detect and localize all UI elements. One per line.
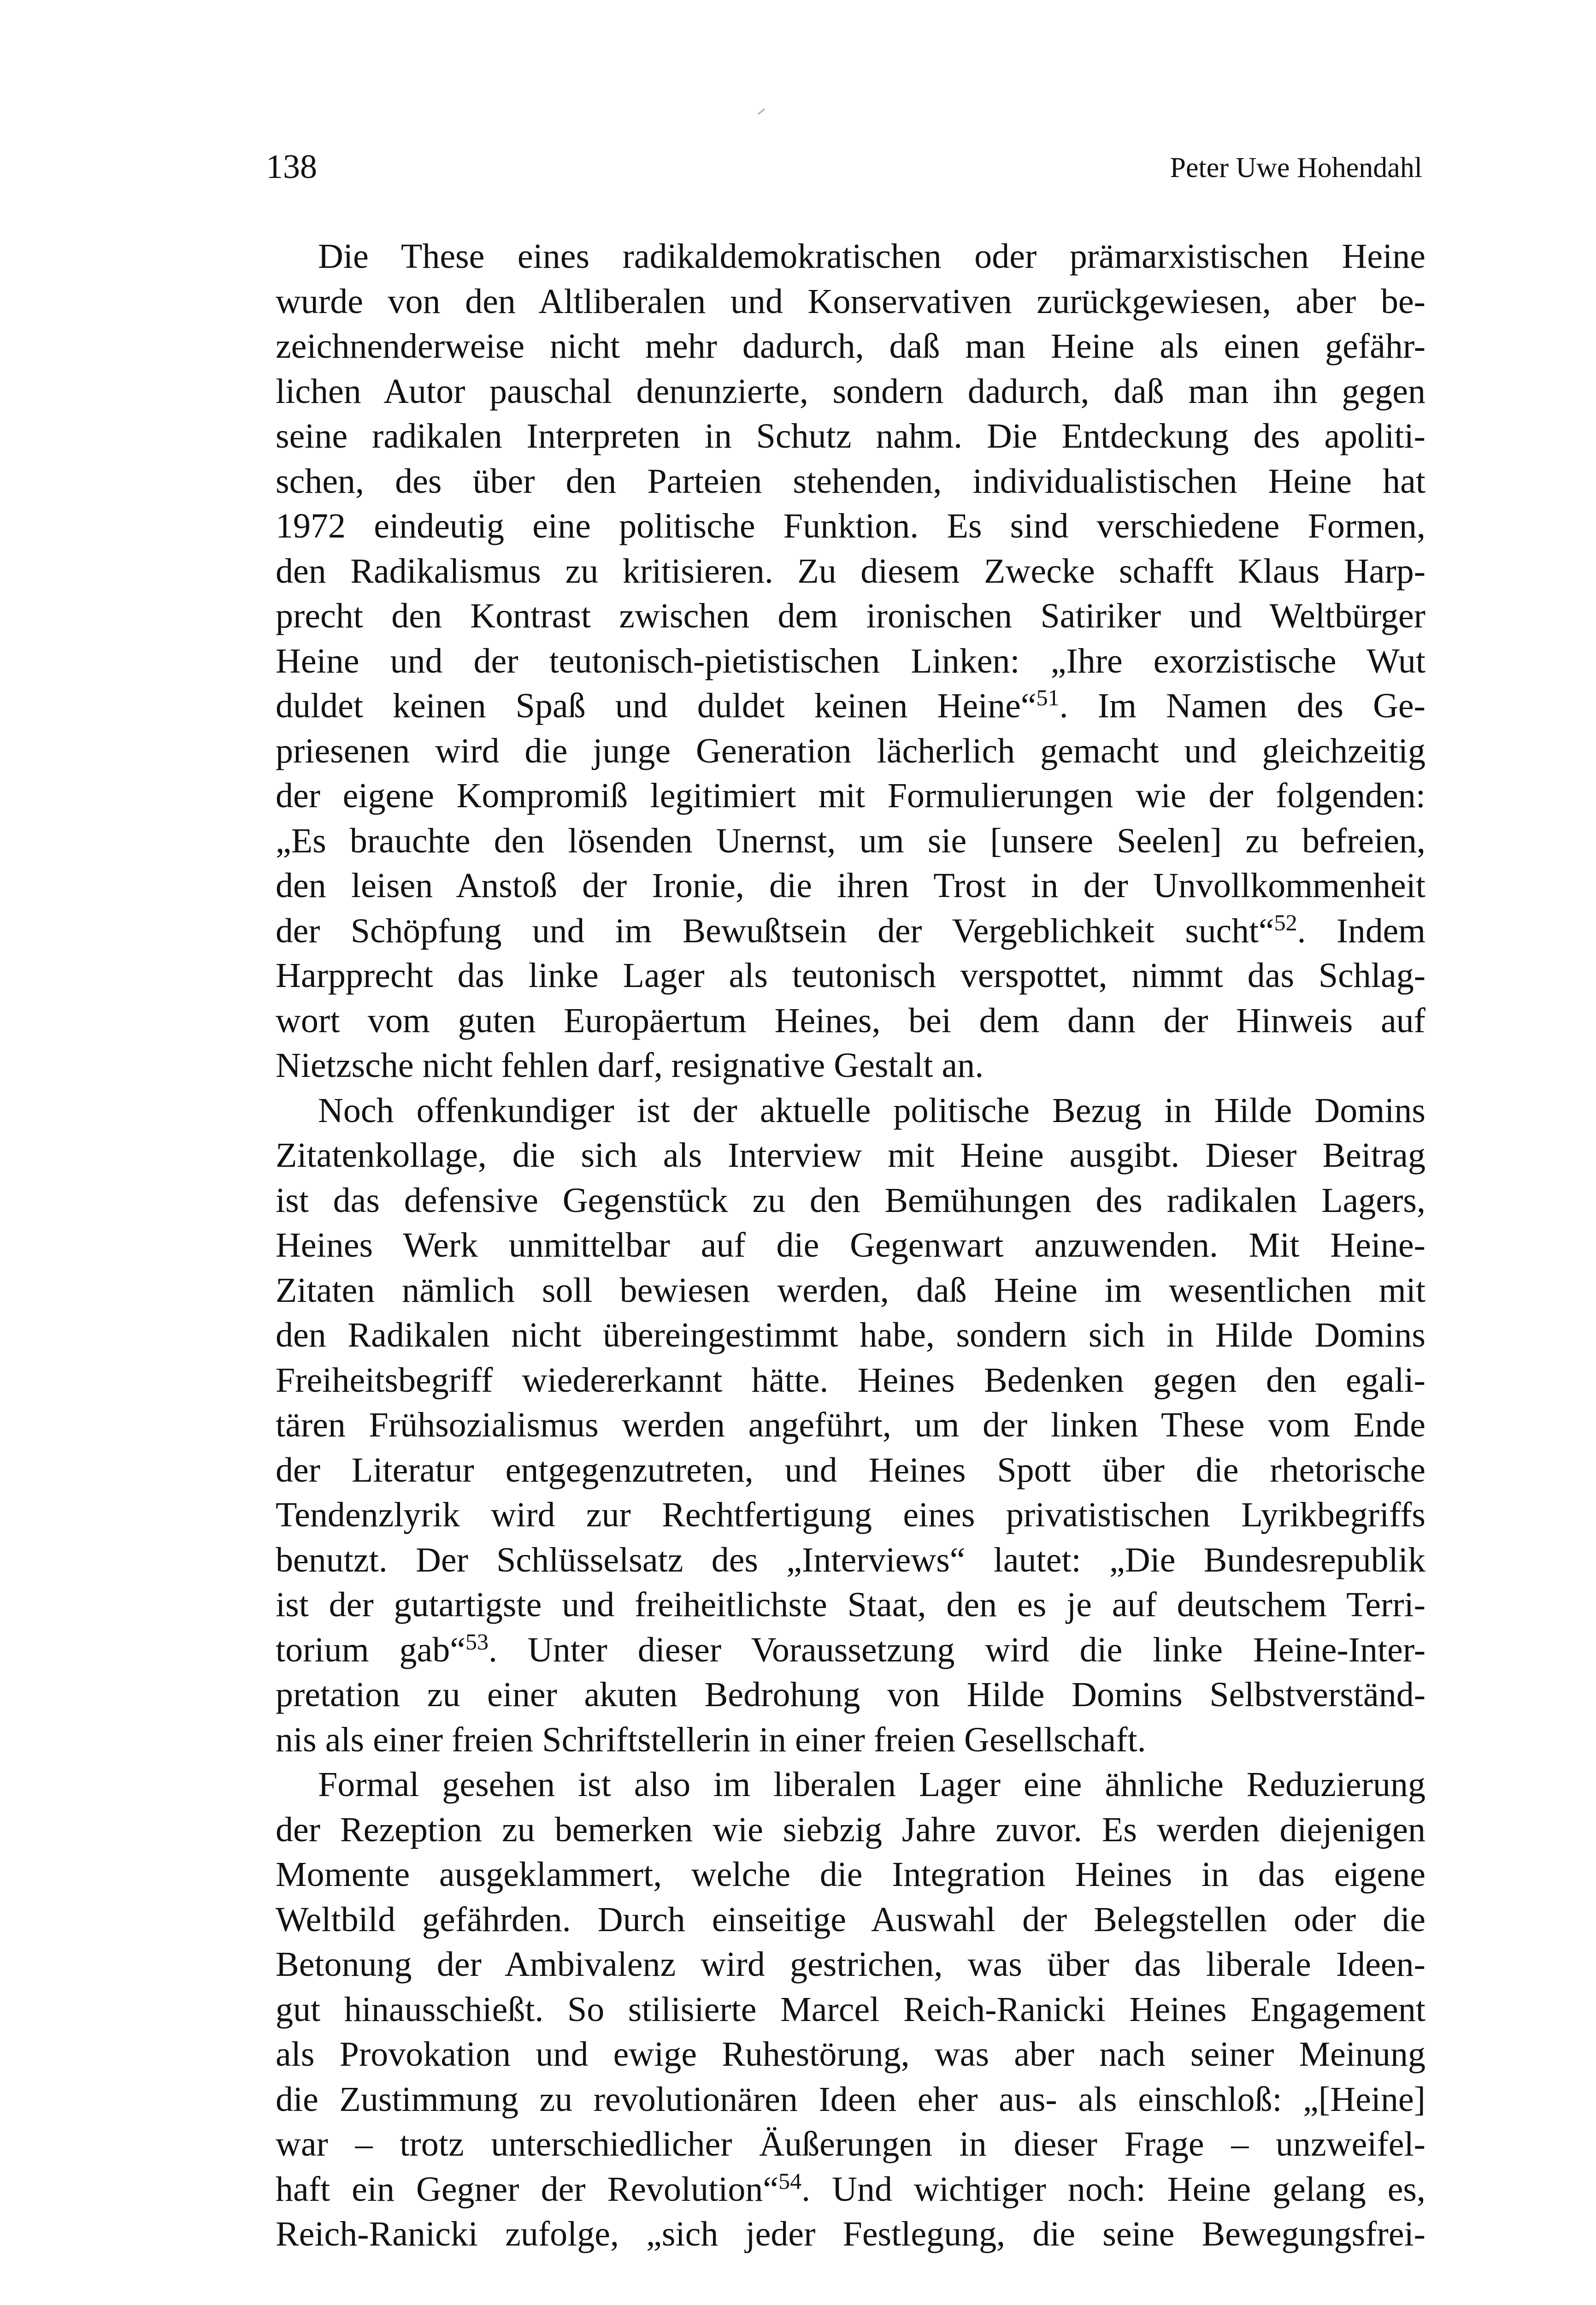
text-line: benutzt. Der Schlüsselsatz des „Interviews“ lautet: „Die Bundesrepublik	[276, 1540, 1425, 1579]
text-line: als Provokation und ewige Ruhestörung, was aber nach seiner Meinung	[276, 2035, 1425, 2074]
text-line: ist das defensive Gegenstück zu den Bemühungen des radikalen Lagers,	[276, 1181, 1425, 1220]
text-line	[276, 684, 1425, 729]
text-line: Weltbild gefährden. Durch einseitige Auswahl der Belegstellen oder die	[276, 1900, 1425, 1939]
paragraph	[276, 1088, 1425, 1763]
page-number: 138	[266, 148, 317, 186]
text-line: wurde von den Altliberalen und Konservativen zurückgewiesen, aber be-	[276, 282, 1425, 321]
text-segment: duldet keinen Spaß und duldet keinen Heine“	[276, 686, 1037, 725]
text-line: lichen Autor pauschal denunzierte, sondern dadurch, daß man ihn gegen	[276, 372, 1425, 411]
text-line: den Radikalismus zu kritisieren. Zu diesem Zwecke schafft Klaus Harp-	[276, 551, 1425, 591]
text-line: Tendenzlyrik wird zur Rechtfertigung eines privatistischen Lyrikbegriffs	[276, 1495, 1425, 1534]
text-line: Noch offenkundiger ist der aktuelle politische Bezug in Hilde Domins	[318, 1091, 1425, 1130]
footnote-marker: 51	[1036, 685, 1060, 710]
text-segment: . Und wichtiger noch: Heine gelang es,	[801, 2169, 1425, 2209]
text-line: priesenen wird die junge Generation lächerlich gemacht und gleichzeitig	[276, 731, 1425, 770]
text-line: ist der gutartigste und freiheitlichste Staat, den es je auf deutschem Terri-	[276, 1585, 1425, 1624]
text-line: gut hinausschießt. So stilisierte Marcel Reich-Ranicki Heines Engagement	[276, 1990, 1425, 2029]
text-line: nis als einer freien Schriftstellerin in einer freien Gesellschaft.	[276, 1720, 1146, 1759]
text-line: Momente ausgeklammert, welche die Integration Heines in das eigene	[276, 1855, 1425, 1894]
text-line: zeichnenderweise nicht mehr dadurch, daß man Heine als einen gefähr-	[276, 327, 1425, 366]
running-head: Peter Uwe Hohendahl	[1170, 152, 1422, 183]
text-line: Formal gesehen ist also im liberalen Lager eine ähnliche Reduzierung	[318, 1765, 1425, 1804]
text-line: tären Frühsozialismus werden angeführt, um der linken These vom Ende	[276, 1406, 1425, 1444]
text-line: den Radikalen nicht übereingestimmt habe, sondern sich in Hilde Domins	[276, 1316, 1425, 1354]
paragraph	[276, 234, 1425, 1088]
text-line: war – trotz unterschiedlicher Äußerungen in dieser Frage – unzweifel-	[276, 2125, 1425, 2163]
text-line: wort vom guten Europäertum Heines, bei dem dann der Hinweis auf	[276, 1001, 1425, 1040]
text-line: pretation zu einer akuten Bedrohung von Hilde Domins Selbstverständ-	[276, 1675, 1425, 1714]
text-line: der Rezeption zu bemerken wie siebzig Jahre zuvor. Es werden diejenigen	[276, 1810, 1425, 1849]
text-line: precht den Kontrast zwischen dem ironischen Satiriker und Weltbürger	[276, 597, 1425, 635]
text-line: „Es brauchte den lösenden Unernst, um sie [unsere Seelen] zu befreien,	[276, 821, 1425, 860]
text-line: Zitatenkollage, die sich als Interview mit Heine ausgibt. Dieser Beitrag	[276, 1136, 1425, 1175]
paragraph	[276, 1762, 1425, 2257]
footnote-marker: 53	[465, 1628, 489, 1655]
text-line: den leisen Anstoß der Ironie, die ihren Trost in der Unvollkommenheit	[276, 866, 1425, 905]
scan-mark	[758, 108, 765, 115]
text-segment: torium gab“	[276, 1630, 465, 1669]
text-line: 1972 eindeutig eine politische Funktion. Es sind verschiedene Formen,	[276, 507, 1425, 545]
text-segment: haft ein Gegner der Revolution“	[276, 2169, 779, 2209]
text-segment: . Unter dieser Voraussetzung wird die linke Heine-Inter-	[488, 1630, 1425, 1669]
text-line: Betonung der Ambivalenz wird gestrichen, was über das liberale Ideen-	[276, 1945, 1425, 1984]
footnote-marker: 52	[1274, 909, 1297, 935]
text-segment: . Indem	[1297, 911, 1426, 950]
footnote-marker: 54	[778, 2168, 802, 2194]
text-segment: . Im Namen des Ge-	[1059, 686, 1425, 725]
text-segment: der Schöpfung und im Bewußtsein der Vergeblichkeit sucht“	[276, 911, 1274, 950]
text-line: Reich-Ranicki zufolge, „sich jeder Festlegung, die seine Bewegungsfrei-	[276, 2215, 1425, 2253]
text-line: Heine und der teutonisch-pietistischen Linken: „Ihre exorzistische Wut	[276, 641, 1425, 680]
text-line: der Literatur entgegenzutreten, und Heines Spott über die rhetorische	[276, 1450, 1425, 1489]
text-line: seine radikalen Interpreten in Schutz nahm. Die Entdeckung des apoliti-	[276, 417, 1425, 455]
text-line	[276, 1628, 1425, 1673]
text-line: Heines Werk unmittelbar auf die Gegenwart anzuwenden. Mit Heine-	[276, 1226, 1425, 1265]
text-line: schen, des über den Parteien stehenden, individualistischen Heine hat	[276, 461, 1425, 501]
text-line: Harpprecht das linke Lager als teutonisch verspottet, nimmt das Schlag-	[276, 956, 1425, 995]
text-line: Zitaten nämlich soll bewiesen werden, daß Heine im wesentlichen mit	[276, 1271, 1425, 1310]
text-line	[276, 2167, 1425, 2212]
text-line	[276, 909, 1425, 954]
text-line: Freiheitsbegriff wiedererkannt hätte. Heines Bedenken gegen den egali-	[276, 1360, 1425, 1400]
text-line: der eigene Kompromiß legitimiert mit Formulierungen wie der folgenden:	[276, 776, 1425, 815]
text-line: Die These eines radikaldemokratischen oder prämarxistischen Heine	[318, 237, 1425, 276]
text-line: Nietzsche nicht fehlen darf, resignative Gestalt an.	[276, 1046, 984, 1085]
text-line: die Zustimmung zu revolutionären Ideen eher aus- als einschloß: „[Heine]	[276, 2080, 1425, 2119]
body-text	[276, 234, 1425, 2257]
